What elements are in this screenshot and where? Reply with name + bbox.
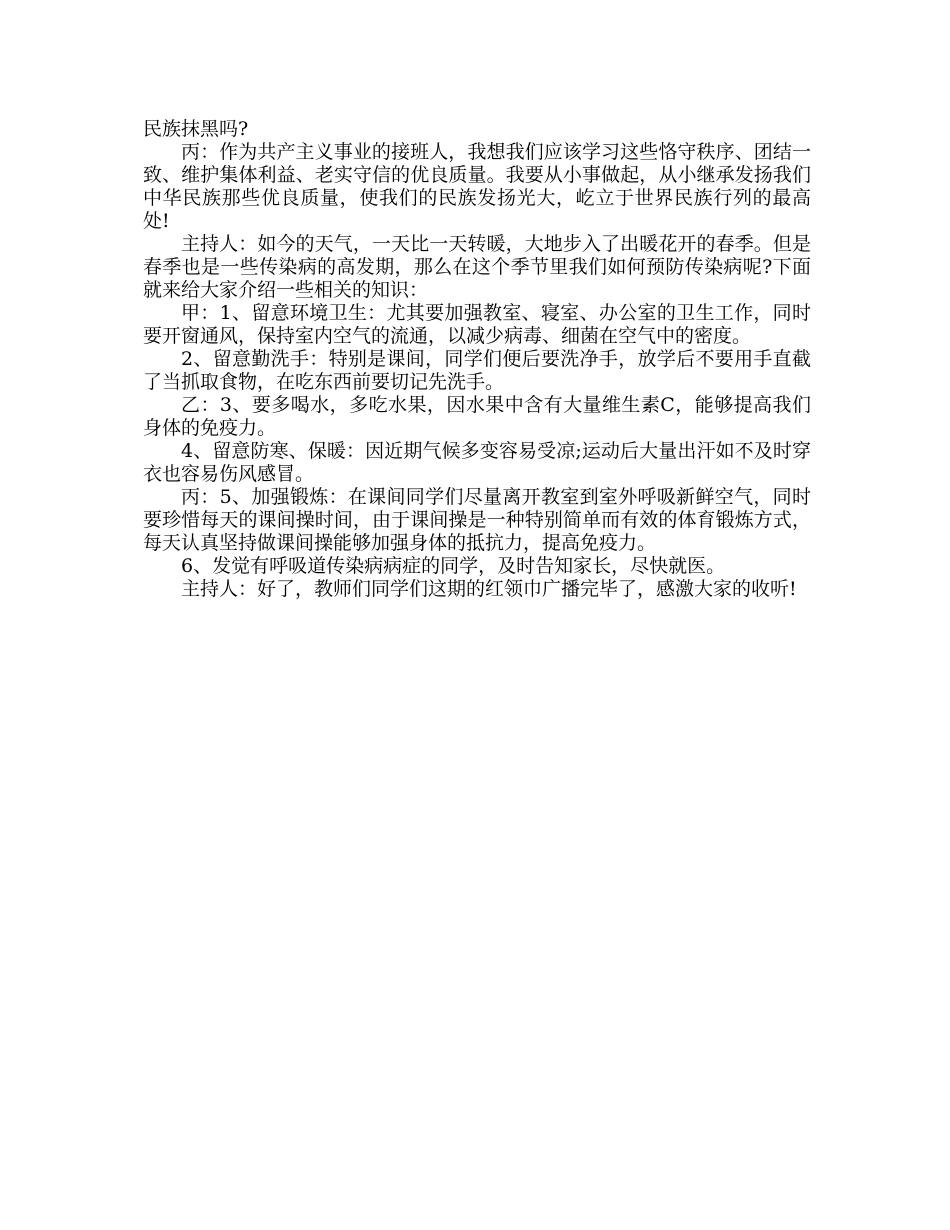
paragraph-tip-handwashing: 2、留意勤洗手：特别是课间，同学们便后要洗净手，放学后不要用手直截了当抓取食物，在吃东西前要切记先洗手。	[143, 348, 811, 393]
paragraph-tip-warmth: 4、留意防寒、保暖：因近期气候多变容易受凉;运动后大量出汗如不及时穿衣也容易伤风感冒。	[143, 440, 811, 485]
paragraph-tip-hygiene: 甲：1、留意环境卫生：尤其要加强教室、寝室、办公室的卫生工作，同时要开窗通风，保持室内空气的流通，以减少病毒、细菌在空气中的密度。	[143, 302, 811, 347]
document-body	[143, 118, 811, 601]
paragraph-tip-exercise: 丙：5、加强锻炼：在课间同学们尽量离开教室到室外呼吸新鲜空气，同时要珍惜每天的课间操时间，由于课间操是一种特别简单而有效的体育锻炼方式，每天认真坚持做课间操能够加强身体的抵抗力，提高免疫力。	[143, 486, 811, 554]
paragraph-host-spring: 主持人：如今的天气，一天比一天转暖，大地步入了出暖花开的春季。但是春季也是一些传染病的高发期，那么在这个季节里我们如何预防传染病呢?下面就来给大家介绍一些相关的知识：	[143, 233, 811, 301]
paragraph-host-closing: 主持人：好了，教师们同学们这期的红领巾广播完毕了，感激大家的收听!	[181, 578, 797, 600]
paragraph-bing-duty: 丙：作为共产主义事业的接班人，我想我们应该学习这些恪守秩序、团结一致、维护集体利益、老实守信的优良质量。我要从小事做起，从小继承发扬我们中华民族那些优良质量，使我们的民族发扬光大，屹立于世界民族行列的最高处!	[143, 141, 811, 232]
paragraph-continuation: 民族抹黑吗?	[143, 118, 249, 140]
paragraph-tip-water: 乙：3、要多喝水，多吃水果，因水果中含有大量维生素C，能够提高我们身体的免疫力。	[143, 394, 811, 439]
paragraph-tip-medical: 6、发觉有呼吸道传染病病症的同学，及时告知家长，尽快就医。	[181, 555, 726, 577]
